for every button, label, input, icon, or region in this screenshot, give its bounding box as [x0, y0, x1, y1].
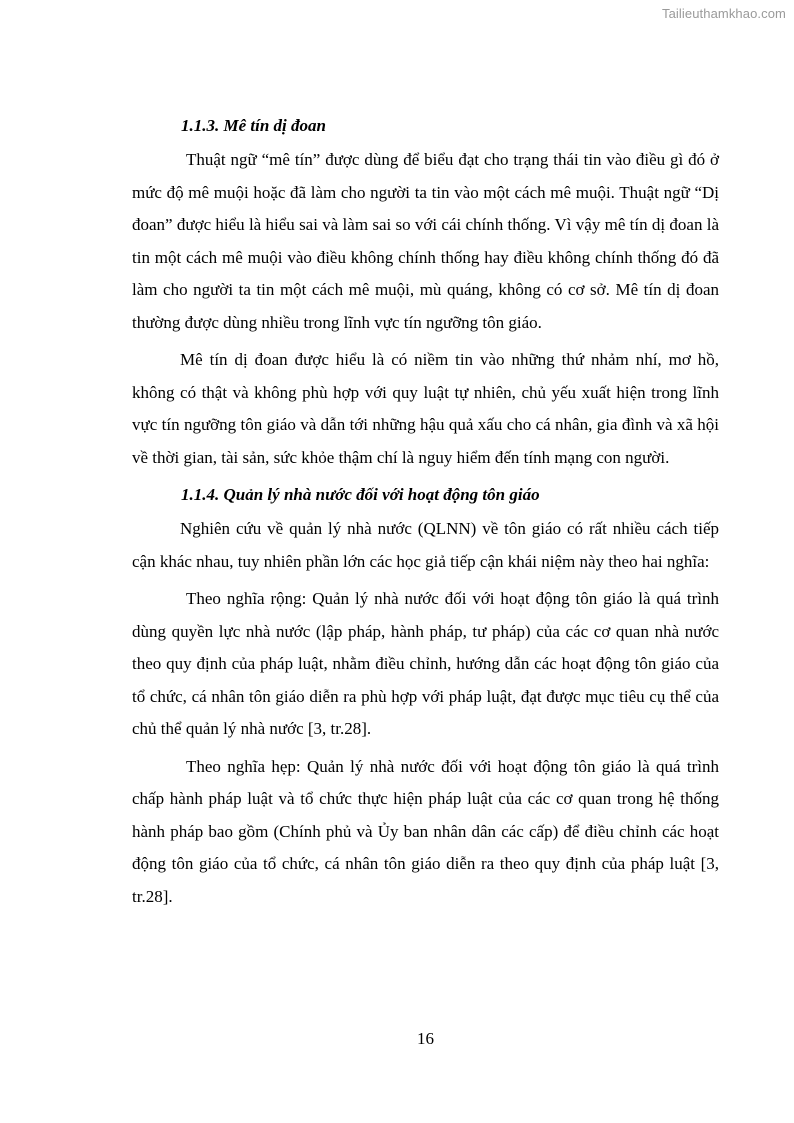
- section-heading-1-1-4: 1.1.4. Quản lý nhà nước đối với hoạt động tôn giáo: [181, 485, 540, 504]
- page-number: 16: [417, 1029, 434, 1048]
- paragraph-superstition-definition: Thuật ngữ “mê tín” được dùng để biểu đạt cho trạng thái tin vào điều gì đó ở mức độ mê muội hoặc đã làm cho người ta tin vào một cách mê muội. Thuật ngữ “Dị đoan” được hiểu là hiểu sai và làm sai so với cái chính thống. Vì vậy mê tín dị đoan là tin một cách mê muội vào điều không chính thống hay điều không chính thống đó đã làm cho người ta tin một cách mê muội, mù quáng, không có cơ sở. Mê tín dị đoan thường được dùng nhiều trong lĩnh vực tín ngưỡng tôn giáo.: [132, 150, 719, 332]
- paragraph-state-management-intro: Nghiên cứu về quản lý nhà nước (QLNN) về tôn giáo có rất nhiều cách tiếp cận khác nhau, tuy nhiên phần lớn các học giả tiếp cận khái niệm này theo hai nghĩa:: [132, 519, 719, 571]
- watermark: Tailieuthamkhao.com: [661, 6, 786, 21]
- section-heading-1-1-3: 1.1.3. Mê tín dị đoan: [181, 116, 326, 135]
- page-content: [132, 110, 719, 918]
- paragraph-narrow-sense: Theo nghĩa hẹp: Quản lý nhà nước đối với hoạt động tôn giáo là quá trình chấp hành pháp luật và tổ chức thực hiện pháp luật của các cơ quan trong hệ thống hành pháp bao gồm (Chính phủ và Ủy ban nhân dân các cấp) để điều chỉnh các hoạt động tôn giáo của tổ chức, cá nhân tôn giáo diễn ra theo quy định của pháp luật [3, tr.28].: [132, 756, 719, 906]
- paragraph-superstition-meaning: Mê tín dị đoan được hiểu là có niềm tin vào những thứ nhảm nhí, mơ hồ, không có thật và không phù hợp với quy luật tự nhiên, chủ yếu xuất hiện trong lĩnh vực tín ngưỡng tôn giáo và dẫn tới những hậu quả xấu cho cá nhân, gia đình và xã hội về thời gian, tài sản, sức khỏe thậm chí là nguy hiểm đến tính mạng con người.: [132, 350, 719, 467]
- paragraph-broad-sense: Theo nghĩa rộng: Quản lý nhà nước đối với hoạt động tôn giáo là quá trình dùng quyền lực nhà nước (lập pháp, hành pháp, tư pháp) của các cơ quan nhà nước theo quy định của pháp luật, nhằm điều chỉnh, hướng dẫn các hoạt động tôn giáo của tổ chức, cá nhân tôn giáo diễn ra phù hợp với pháp luật, đạt được mục tiêu cụ thể của chủ thể quản lý nhà nước [3, tr.28].: [132, 589, 719, 738]
